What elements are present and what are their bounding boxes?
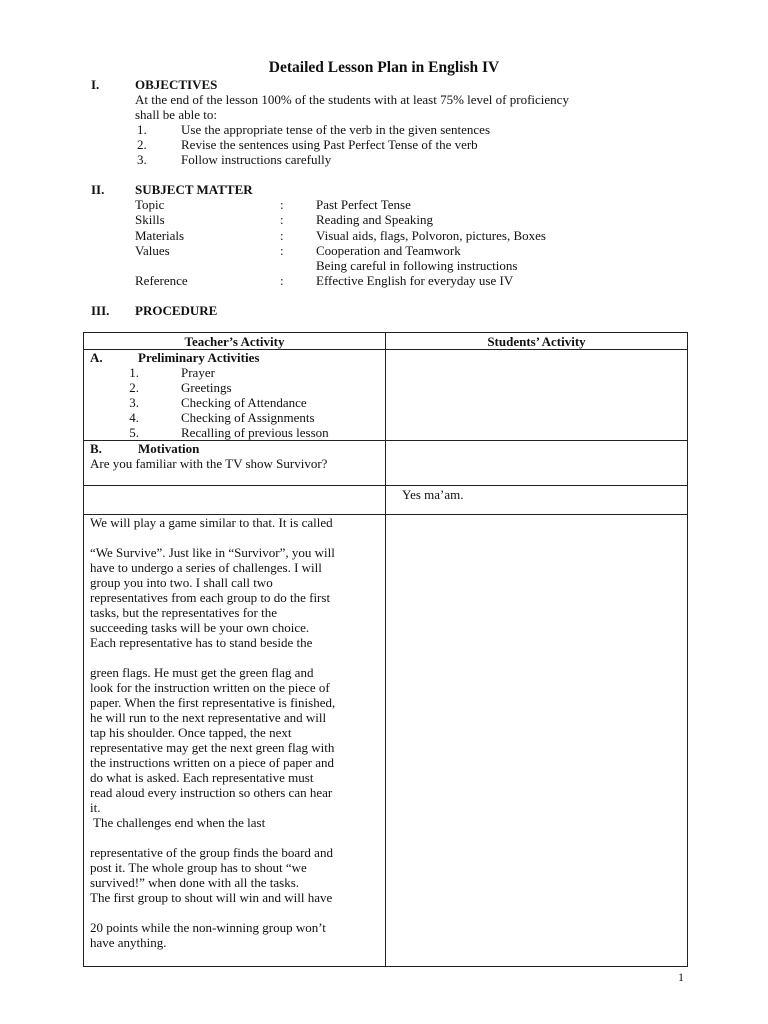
table-row	[84, 441, 688, 486]
subject-colon: :	[280, 197, 284, 212]
list-text: Greetings	[181, 380, 232, 395]
game-line: The first group to shout will win and will have	[90, 890, 333, 905]
subject-value: Being careful in following instructions	[316, 258, 518, 273]
objective-number: 3.	[137, 152, 147, 167]
game-line: he will run to the next representative and will	[90, 710, 327, 725]
blank-line	[90, 650, 385, 665]
game-line: representative of the group finds the board and	[90, 845, 333, 860]
objective-number: 2.	[137, 137, 147, 152]
subject-matter-heading: SUBJECT MATTER	[135, 182, 253, 197]
subject-value: Cooperation and Teamwork	[316, 243, 461, 258]
list-number: 3.	[129, 395, 139, 410]
game-line: the instructions written on a piece of paper and	[90, 755, 335, 770]
subject-colon: :	[280, 273, 284, 288]
subject-label: Skills	[135, 212, 165, 227]
preliminary-activities-cell	[84, 350, 386, 441]
list-number: 4.	[129, 410, 139, 425]
table-row	[84, 350, 688, 441]
game-line: “We Survive”. Just like in “Survivor”, you will	[90, 545, 335, 560]
game-line: succeeding tasks will be your own choice.	[90, 620, 310, 635]
game-line: The challenges end when the last	[90, 815, 266, 830]
objectives-heading: OBJECTIVES	[135, 77, 218, 92]
motivation-question: Are you familiar with the TV show Survivor?	[90, 456, 328, 471]
list-item	[90, 365, 385, 380]
procedure-heading: PROCEDURE	[135, 303, 218, 318]
preliminary-heading	[90, 350, 385, 365]
subject-colon: :	[280, 228, 284, 243]
game-line: paper. When the first representative is finished,	[90, 695, 336, 710]
list-item	[90, 395, 385, 410]
list-text: Checking of Assignments	[181, 410, 315, 425]
game-line: it.	[90, 800, 101, 815]
subject-colon: :	[280, 243, 284, 258]
list-item	[90, 425, 385, 440]
game-line: representatives from each group to do the first	[90, 590, 331, 605]
list-text: Checking of Attendance	[181, 395, 307, 410]
teacher-activity-cell	[84, 486, 386, 515]
students-activity-cell	[386, 350, 688, 441]
objective-number: 1.	[137, 122, 147, 137]
students-activity-cell	[386, 515, 688, 967]
subject-label: Topic	[135, 197, 165, 212]
subject-label: Materials	[135, 228, 185, 243]
students-activity-cell	[386, 486, 688, 515]
students-activity-header: Students’ Activity	[386, 333, 688, 350]
game-line: 20 points while the non-winning group won’t	[90, 920, 326, 935]
subject-value: Visual aids, flags, Polvoron, pictures, Boxes	[316, 228, 546, 243]
students-activity-cell	[386, 441, 688, 486]
game-line: look for the instruction written on the piece of	[90, 680, 330, 695]
subject-value: Reading and Speaking	[316, 212, 433, 227]
objective-item: Follow instructions carefully	[181, 152, 332, 167]
student-reply: Yes ma’am.	[402, 487, 464, 502]
motivation-cell	[84, 441, 386, 486]
list-number: 5.	[129, 425, 139, 440]
subject-matter-numeral: II.	[91, 182, 105, 197]
blank-line	[90, 530, 385, 545]
list-text: Prayer	[181, 365, 215, 380]
blank-line	[90, 905, 385, 920]
game-line: green flags. He must get the green flag and	[90, 665, 314, 680]
list-text: Recalling of previous lesson	[181, 425, 329, 440]
objectives-numeral: I.	[91, 77, 100, 92]
motivation-heading	[90, 441, 385, 456]
list-number: 2.	[129, 380, 139, 395]
document-title: Detailed Lesson Plan in English IV	[268, 59, 500, 76]
objectives-intro-cont: shall be able to:	[135, 107, 217, 122]
game-line: tasks, but the representatives for the	[90, 605, 277, 620]
game-line: survived!” when done with all the tasks.	[90, 875, 300, 890]
game-line: Each representative has to stand beside the	[90, 635, 313, 650]
subject-label: Reference	[135, 273, 188, 288]
objectives-intro: At the end of the lesson 100% of the students with at least 75% level of proficiency	[135, 92, 569, 107]
subject-label: Values	[135, 243, 170, 258]
objective-item: Revise the sentences using Past Perfect Tense of the verb	[181, 137, 478, 152]
subject-colon: :	[280, 212, 284, 227]
blank-line	[90, 830, 385, 845]
game-line: post it. The whole group has to shout “we	[90, 860, 307, 875]
subject-value: Past Perfect Tense	[316, 197, 411, 212]
table-row	[84, 515, 688, 967]
preliminary-title: Preliminary Activities	[138, 350, 260, 365]
motivation-title: Motivation	[138, 441, 200, 456]
objective-item: Use the appropriate tense of the verb in the given sentences	[181, 122, 490, 137]
table-header-row	[84, 333, 688, 350]
teacher-activity-header: Teacher’s Activity	[84, 333, 386, 350]
list-number: 1.	[129, 365, 139, 380]
page-number: 1	[678, 970, 684, 984]
game-line: tap his shoulder. Once tapped, the next	[90, 725, 292, 740]
game-line: We will play a game similar to that. It is called	[90, 515, 333, 530]
game-line: representative may get the next green flag with	[90, 740, 335, 755]
procedure-numeral: III.	[91, 303, 110, 318]
game-line: do what is asked. Each representative must	[90, 770, 314, 785]
game-line: have to undergo a series of challenges. I will	[90, 560, 322, 575]
list-item	[90, 410, 385, 425]
game-line: read aloud every instruction so others can hear	[90, 785, 333, 800]
game-line: have anything.	[90, 935, 167, 950]
game-line: group you into two. I shall call two	[90, 575, 273, 590]
table-row	[84, 486, 688, 515]
subject-value: Effective English for everyday use IV	[316, 273, 514, 288]
procedure-table	[83, 332, 688, 967]
preliminary-letter: A.	[90, 350, 103, 365]
motivation-letter: B.	[90, 441, 102, 456]
list-item	[90, 380, 385, 395]
game-instructions-cell	[84, 515, 386, 967]
